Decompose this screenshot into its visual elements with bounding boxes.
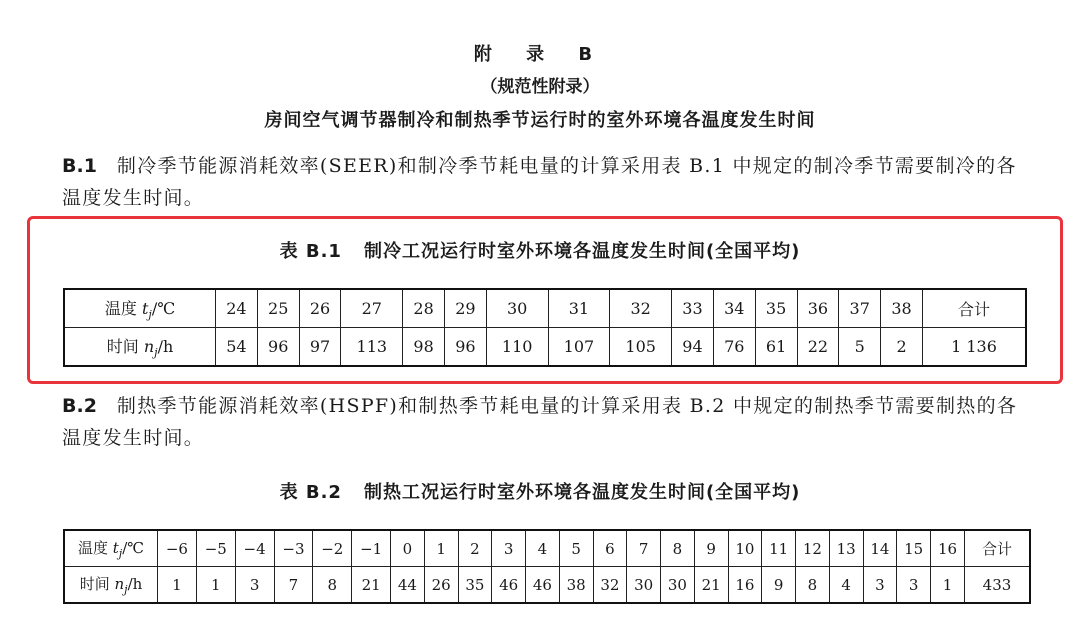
temperature-cell: 合计 (965, 530, 1031, 567)
temperature-cell: 32 (610, 289, 672, 328)
hours-cell: 30 (661, 567, 695, 604)
temperature-cell: 合计 (923, 289, 1027, 328)
table-b2-temperature-header (64, 530, 158, 567)
temperature-cell: 28 (403, 289, 445, 328)
hours-cell: 21 (352, 567, 391, 604)
hours-cell: 3 (863, 567, 897, 604)
temperature-cell: 27 (341, 289, 403, 328)
hours-cell: 113 (341, 328, 403, 367)
section-b1-paragraph (62, 150, 1032, 214)
temperature-cell: 26 (299, 289, 341, 328)
row-unit: /℃ (122, 539, 145, 557)
hours-cell: 1 (931, 567, 965, 604)
hours-cell: 54 (216, 328, 258, 367)
hours-cell: 107 (548, 328, 610, 367)
row-label: 温度 (77, 539, 108, 557)
table-b2-hours-row (64, 567, 1030, 604)
temperature-cell: 9 (694, 530, 728, 567)
temperature-cell: −4 (235, 530, 274, 567)
hours-cell: 9 (762, 567, 796, 604)
hours-cell: 35 (458, 567, 492, 604)
hours-cell: 32 (593, 567, 627, 604)
hours-cell: 105 (610, 328, 672, 367)
table-b2 (63, 529, 1031, 604)
row-unit: /h (127, 575, 143, 593)
temperature-cell: 10 (728, 530, 762, 567)
temperature-cell: 13 (829, 530, 863, 567)
hours-cell: 3 (235, 567, 274, 604)
hours-cell: 1 136 (923, 328, 1027, 367)
temperature-cell: 6 (593, 530, 627, 567)
row-unit: /h (157, 336, 174, 356)
hours-cell: 3 (897, 567, 931, 604)
temperature-cell: 37 (839, 289, 881, 328)
row-variable: n (114, 575, 125, 593)
temperature-cell: 30 (486, 289, 548, 328)
temperature-cell: 1 (424, 530, 458, 567)
row-subscript: j (124, 583, 128, 596)
temperature-cell: −6 (158, 530, 197, 567)
hours-cell: 1 (158, 567, 197, 604)
section-b1-number: B.1 (62, 155, 97, 177)
hours-cell: 38 (559, 567, 593, 604)
hours-cell: 46 (492, 567, 526, 604)
temperature-cell: 15 (897, 530, 931, 567)
temperature-cell: 3 (492, 530, 526, 567)
row-subscript: j (118, 547, 123, 560)
row-variable: t (112, 539, 119, 557)
hours-cell: 26 (424, 567, 458, 604)
temperature-cell: 12 (796, 530, 830, 567)
temperature-cell: 5 (559, 530, 593, 567)
row-variable: t (141, 298, 149, 318)
temperature-cell: 35 (755, 289, 797, 328)
hours-cell: 1 (196, 567, 235, 604)
temperature-cell: 14 (863, 530, 897, 567)
temperature-cell: 2 (458, 530, 492, 567)
temperature-cell: 38 (881, 289, 923, 328)
hours-cell: 21 (694, 567, 728, 604)
temperature-cell: −1 (352, 530, 391, 567)
table-b2-caption-text: 制热工况运行时室外环境各温度发生时间(全国平均) (363, 482, 801, 503)
temperature-cell: 7 (627, 530, 661, 567)
row-subscript: j (148, 308, 152, 322)
temperature-cell: −3 (274, 530, 313, 567)
section-b2-paragraph (62, 390, 1032, 454)
hours-cell: 94 (672, 328, 714, 367)
appendix-subtitle: （规范性附录） (480, 77, 600, 97)
hours-cell: 8 (313, 567, 352, 604)
hours-cell: 98 (403, 328, 445, 367)
temperature-cell: 34 (713, 289, 755, 328)
table-b1-caption-label: 表 B.1 (279, 241, 342, 262)
row-unit: /℃ (151, 298, 176, 318)
hours-cell: 5 (839, 328, 881, 367)
row-label: 温度 (104, 298, 137, 318)
temperature-cell: −2 (313, 530, 352, 567)
hours-cell: 8 (796, 567, 830, 604)
temperature-cell: 25 (257, 289, 299, 328)
hours-cell: 30 (627, 567, 661, 604)
table-b2-temperature-row (64, 530, 1030, 567)
hours-cell: 110 (486, 328, 548, 367)
temperature-cell: 4 (526, 530, 560, 567)
hours-cell: 22 (797, 328, 839, 367)
temperature-cell: 0 (391, 530, 425, 567)
temperature-cell: 16 (931, 530, 965, 567)
hours-cell: 4 (829, 567, 863, 604)
row-label: 时间 (79, 575, 110, 593)
row-subscript: j (154, 346, 158, 360)
hours-cell: 2 (881, 328, 923, 367)
row-variable: n (143, 336, 155, 356)
section-b1-text: 制冷季节能源消耗效率(SEER)和制冷季节耗电量的计算采用表 B.1 中规定的制冷季节需要制冷的各温度发生时间。 (62, 155, 1017, 209)
hours-cell: 433 (965, 567, 1031, 604)
hours-cell: 7 (274, 567, 313, 604)
appendix-title: 附 录 B (473, 44, 607, 65)
temperature-cell: 24 (216, 289, 258, 328)
hours-cell: 76 (713, 328, 755, 367)
table-b1-caption-text: 制冷工况运行时室外环境各温度发生时间(全国平均) (363, 241, 801, 262)
temperature-cell: 33 (672, 289, 714, 328)
row-label: 时间 (106, 336, 139, 356)
highlight-box (27, 216, 1063, 384)
hours-cell: 96 (445, 328, 487, 367)
table-b2-caption-label: 表 B.2 (279, 482, 342, 503)
section-b2-number: B.2 (62, 395, 97, 417)
hours-cell: 96 (257, 328, 299, 367)
hours-cell: 46 (526, 567, 560, 604)
hours-cell: 97 (299, 328, 341, 367)
temperature-cell: 11 (762, 530, 796, 567)
temperature-cell: −5 (196, 530, 235, 567)
temperature-cell: 36 (797, 289, 839, 328)
temperature-cell: 29 (445, 289, 487, 328)
table-b2-caption (0, 478, 1080, 504)
table-b2-hours-header (64, 567, 158, 604)
hours-cell: 61 (755, 328, 797, 367)
section-b2-text: 制热季节能源消耗效率(HSPF)和制热季节耗电量的计算采用表 B.2 中规定的制热季节需要制热的各温度发生时间。 (62, 395, 1018, 449)
appendix-heading: 房间空气调节器制冷和制热季节运行时的室外环境各温度发生时间 (264, 110, 816, 131)
temperature-cell: 8 (661, 530, 695, 567)
hours-cell: 44 (391, 567, 425, 604)
hours-cell: 16 (728, 567, 762, 604)
temperature-cell: 31 (548, 289, 610, 328)
